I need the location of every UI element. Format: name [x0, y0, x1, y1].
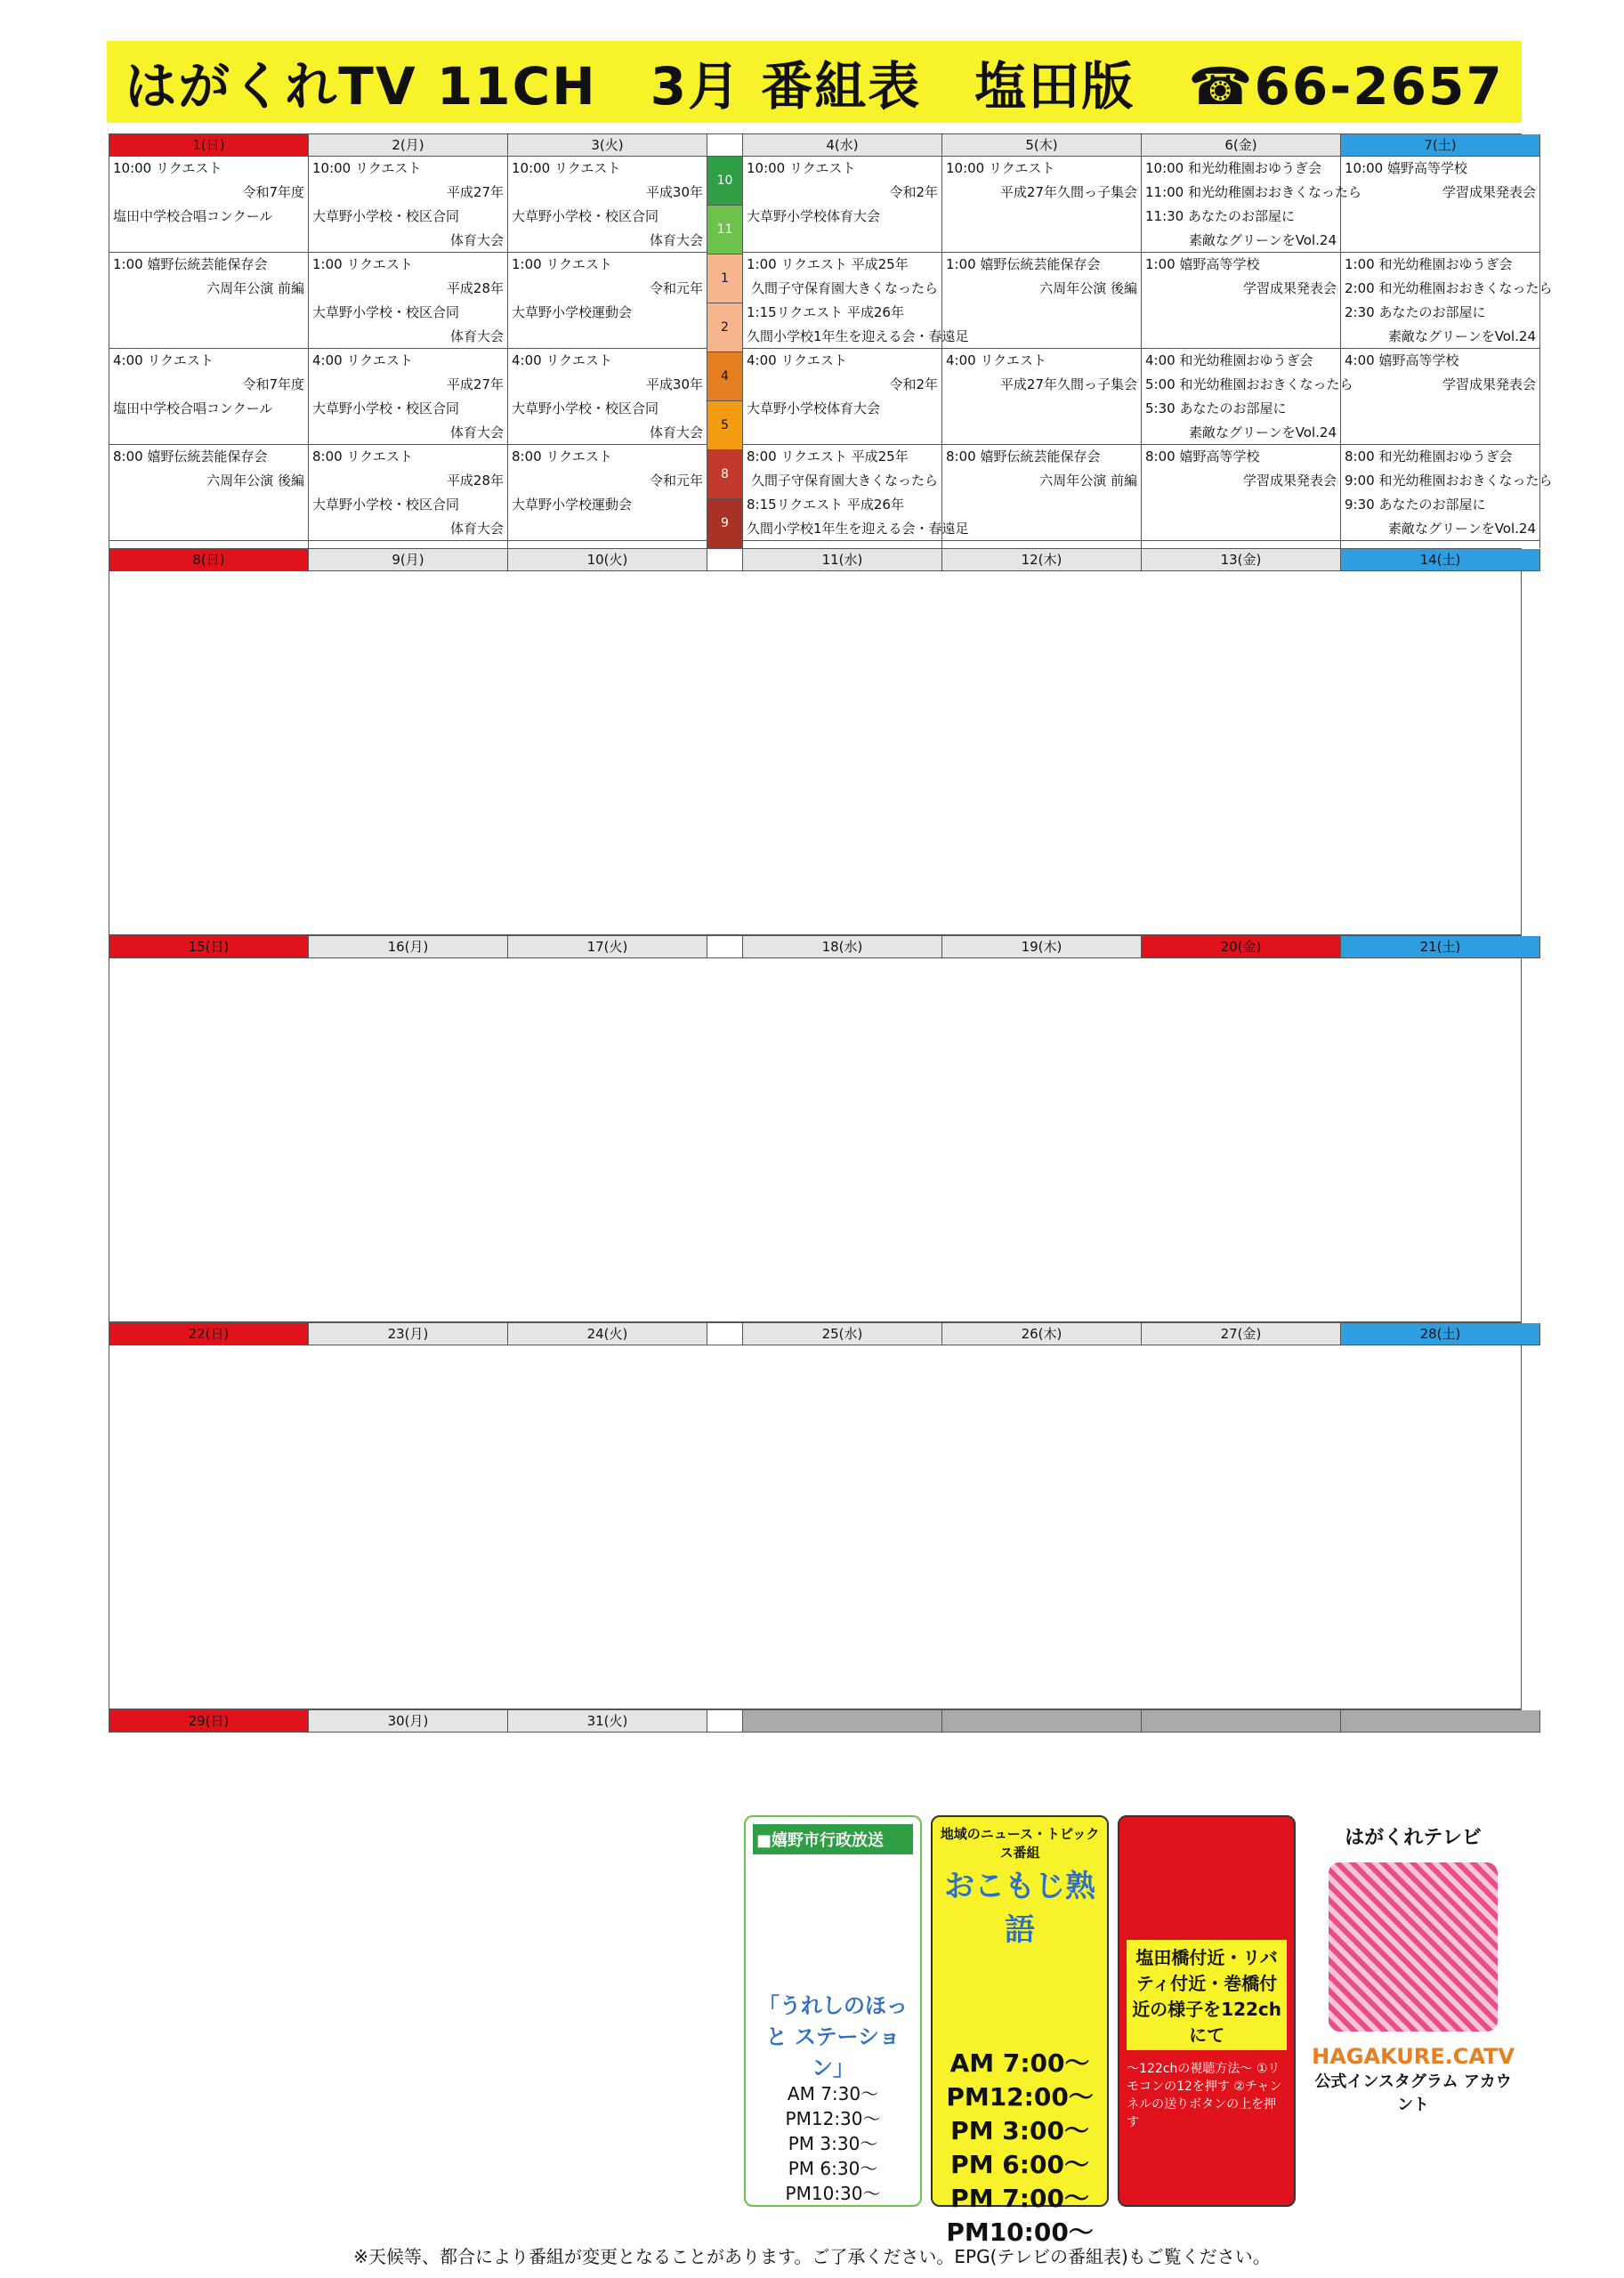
- program-line: 8:00 嬉野伝統芸能保存会: [946, 448, 1101, 464]
- program-slot: [309, 253, 507, 349]
- day-header: 22(日): [109, 1323, 309, 1345]
- program-line: 大草野小学校・校区合同: [512, 208, 659, 224]
- day-header: 19(木): [942, 936, 1142, 958]
- day-column: [1142, 157, 1361, 548]
- broadcast-time: PM 6:00〜: [950, 2150, 1089, 2179]
- program-line: 久間子守保育園大きくなったら: [750, 280, 938, 296]
- hour-column: [707, 157, 743, 548]
- day-header: 8(日): [109, 549, 309, 571]
- broadcast-time: PM12:00〜: [946, 2082, 1094, 2112]
- program-slot: [508, 445, 707, 541]
- program-line: 5:00 和光幼稚園おおきくなったら: [1145, 376, 1353, 392]
- program-line: 1:00 リクエスト: [312, 256, 413, 272]
- day-header: 21(土): [1341, 936, 1540, 958]
- program-slot: [1142, 349, 1353, 445]
- day-header: 30(月): [309, 1710, 508, 1733]
- day-header: [1341, 1710, 1540, 1733]
- program-slot: [1142, 253, 1340, 349]
- program-line: 8:00 和光幼稚園おゆうぎ会: [1345, 448, 1513, 464]
- gyosei-panel: [744, 1815, 922, 2207]
- program-line: 学習成果発表会: [1442, 184, 1536, 200]
- hour-header: [707, 936, 743, 958]
- day-header: 13(金): [1142, 549, 1341, 571]
- program-line: 塩田中学校合唱コンクール: [113, 400, 273, 416]
- hour-label: 1: [707, 254, 742, 303]
- day-header: 17(火): [508, 936, 707, 958]
- program-line: 5:30 あなたのお部屋に: [1145, 400, 1287, 416]
- program-line: 大草野小学校体育大会: [747, 208, 881, 224]
- broadcast-time: AM 7:00〜: [949, 2048, 1090, 2078]
- program-line: 大草野小学校・校区合同: [312, 208, 460, 224]
- day-header: [743, 1710, 942, 1733]
- program-line: 久間小学校1年生を迎える会・春遠足: [747, 328, 969, 344]
- week-5-header: [109, 1709, 1522, 1733]
- program-line: 体育大会: [649, 232, 703, 248]
- day-header: 4(水): [743, 134, 942, 157]
- program-line: 大草野小学校・校区合同: [312, 497, 460, 513]
- program-line: 10:00 リクエスト: [946, 160, 1055, 176]
- program-slot: [743, 157, 941, 253]
- week-2-header: [109, 548, 1522, 571]
- program-line: 8:00 嬉野高等学校: [1145, 448, 1260, 464]
- day-column: [309, 157, 508, 548]
- week-1: [109, 133, 1553, 548]
- broadcast-time: PM12:30〜: [785, 2108, 881, 2129]
- title-banner: [107, 41, 1522, 123]
- program-line: 9:00 和光幼稚園おおきくなったら: [1345, 473, 1553, 489]
- program-slot: [743, 253, 969, 349]
- program-line: 2:00 和光幼稚園おおきくなったら: [1345, 280, 1553, 296]
- hour-label: 4: [707, 352, 742, 401]
- day-column: [508, 157, 707, 548]
- program-line: 4:00 和光幼稚園おゆうぎ会: [1145, 352, 1313, 368]
- program-line: 平成27年久間っ子集会: [999, 184, 1137, 200]
- program-line: 平成30年: [645, 376, 703, 392]
- program-slot: [1341, 157, 1539, 253]
- program-line: 11:30 あなたのお部屋に: [1145, 208, 1295, 224]
- program-line: 学習成果発表会: [1242, 473, 1337, 489]
- okomoji-title: おこもじ熟語: [944, 1869, 1096, 1948]
- day-header: 6(金): [1142, 134, 1341, 157]
- program-slot: [309, 157, 507, 253]
- program-line: 久間小学校1年生を迎える会・春遠足: [747, 521, 969, 537]
- program-slot: [1341, 253, 1553, 349]
- broadcast-time: PM10:00〜: [946, 2217, 1094, 2247]
- program-line: 8:15リクエスト 平成26年: [747, 497, 904, 513]
- program-line: 8:00 嬉野伝統芸能保存会: [113, 448, 268, 464]
- hour-label: 5: [707, 401, 742, 450]
- program-line: 塩田中学校合唱コンクール: [113, 208, 273, 224]
- program-line: 大草野小学校・校区合同: [312, 304, 460, 320]
- day-header: 16(月): [309, 936, 508, 958]
- program-slot: [1142, 445, 1340, 541]
- day-header: 5(木): [942, 134, 1142, 157]
- day-header: [1142, 1710, 1341, 1733]
- week-4-header: [109, 1322, 1522, 1345]
- program-line: 1:00 リクエスト: [512, 256, 612, 272]
- program-line: 4:00 リクエスト: [512, 352, 612, 368]
- program-line: 大草野小学校運動会: [512, 304, 633, 320]
- program-line: 1:00 嬉野伝統芸能保存会: [946, 256, 1101, 272]
- broadcast-time: AM 7:30〜: [787, 2083, 879, 2104]
- program-slot: [942, 445, 1141, 541]
- hour-header: [707, 1710, 743, 1733]
- day-header: [942, 1710, 1142, 1733]
- program-line: 大草野小学校・校区合同: [312, 400, 460, 416]
- day-header: 12(木): [942, 549, 1142, 571]
- program-line: 10:00 和光幼稚園おゆうぎ会: [1145, 160, 1321, 176]
- program-slot: [508, 157, 707, 253]
- day-header: 10(火): [508, 549, 707, 571]
- program-slot: [1341, 349, 1539, 445]
- program-line: 平成27年: [446, 184, 504, 200]
- hour-header: [707, 1323, 743, 1345]
- program-slot: [1142, 157, 1361, 253]
- program-line: 体育大会: [449, 521, 504, 537]
- day-header: 26(木): [942, 1323, 1142, 1345]
- gyosei-title: 「うれしのほっと ステーション」: [758, 1993, 909, 2080]
- instagram-title: はがくれテレビ: [1345, 1827, 1482, 1849]
- live-howto: 〜122chの視聴方法〜 ①リモコンの12を押す ②チャンネルの送りボタンの上を押す: [1127, 2062, 1282, 2129]
- day-header: 11(水): [743, 549, 942, 571]
- day-header: 2(月): [309, 134, 508, 157]
- program-line: 六周年公演 後編: [1039, 280, 1137, 296]
- program-line: 1:00 和光幼稚園おゆうぎ会: [1345, 256, 1513, 272]
- day-header: 14(土): [1341, 549, 1540, 571]
- program-line: 1:00 リクエスト 平成25年: [747, 256, 909, 272]
- program-line: 令和2年: [889, 376, 938, 392]
- program-line: 11:00 和光幼稚園おおきくなったら: [1145, 184, 1361, 200]
- program-slot: [508, 253, 707, 349]
- day-header: 18(水): [743, 936, 942, 958]
- program-slot: [743, 349, 941, 445]
- day-header: 27(金): [1142, 1323, 1341, 1345]
- program-line: 令和7年度: [242, 184, 304, 200]
- program-line: 8:00 リクエスト 平成25年: [747, 448, 909, 464]
- day-header: 1(日): [109, 134, 309, 157]
- program-slot: [508, 349, 707, 445]
- program-slot: [1341, 445, 1553, 541]
- hour-label: 9: [707, 499, 742, 548]
- week-3-header: [109, 935, 1522, 958]
- program-line: 大草野小学校体育大会: [747, 400, 881, 416]
- gyosei-tag: ■嬉野市行政放送: [753, 1824, 913, 1854]
- program-line: 平成28年: [446, 280, 504, 296]
- day-header: 23(月): [309, 1323, 508, 1345]
- program-slot: [942, 253, 1141, 349]
- program-line: 令和2年: [889, 184, 938, 200]
- day-header: 28(土): [1341, 1323, 1540, 1345]
- program-line: 令和7年度: [242, 376, 304, 392]
- live-camera-panel: [1118, 1815, 1296, 2207]
- program-line: 4:00 リクエスト: [946, 352, 1046, 368]
- program-line: 10:00 リクエスト: [747, 160, 856, 176]
- program-line: 平成30年: [645, 184, 703, 200]
- program-line: 4:00 リクエスト: [113, 352, 214, 368]
- program-slot: [109, 157, 308, 253]
- program-slot: [109, 253, 308, 349]
- program-line: 10:00 嬉野高等学校: [1345, 160, 1467, 176]
- qr-code-icon[interactable]: [1329, 1862, 1498, 2032]
- day-header: 15(日): [109, 936, 309, 958]
- program-line: 久間子守保育園大きくなったら: [750, 473, 938, 489]
- day-header: 25(水): [743, 1323, 942, 1345]
- broadcast-time: PM 7:00〜: [950, 2184, 1089, 2213]
- footer-note: ※天候等、都合により番組が変更となることがあります。ご了承ください。EPG(テレビの番組表)もご覧ください。: [353, 2246, 1271, 2267]
- program-line: 素敵なグリーンをVol.24: [1189, 424, 1337, 440]
- program-slot: [743, 445, 969, 541]
- day-column: [109, 157, 309, 548]
- program-line: 素敵なグリーンをVol.24: [1388, 521, 1536, 537]
- program-line: 素敵なグリーンをVol.24: [1189, 232, 1337, 248]
- week-3-body: [109, 958, 1522, 1322]
- hour-label: 2: [707, 303, 742, 352]
- program-line: 大草野小学校運動会: [512, 497, 633, 513]
- program-slot: [942, 157, 1141, 253]
- week-2-body: [109, 571, 1522, 935]
- program-line: 六周年公演 前編: [1039, 473, 1137, 489]
- program-line: 体育大会: [449, 328, 504, 344]
- program-line: 学習成果発表会: [1242, 280, 1337, 296]
- program-line: 六周年公演 後編: [206, 473, 304, 489]
- page-title: はがくれTV 11CH 3月 番組表 塩田版 ☎66-2657: [125, 56, 1504, 117]
- hour-label: 11: [707, 206, 742, 254]
- program-line: 大草野小学校・校区合同: [512, 400, 659, 416]
- program-line: 1:00 嬉野伝統芸能保存会: [113, 256, 268, 272]
- program-slot: [942, 349, 1141, 445]
- broadcast-time: PM 6:30〜: [788, 2158, 878, 2179]
- program-line: 10:00 リクエスト: [512, 160, 621, 176]
- day-header: 31(火): [508, 1710, 707, 1733]
- day-header: 29(日): [109, 1710, 309, 1733]
- program-line: 9:30 あなたのお部屋に: [1345, 497, 1486, 513]
- program-line: 平成28年: [446, 473, 504, 489]
- hour-header: [707, 549, 743, 571]
- day-header: 24(火): [508, 1323, 707, 1345]
- program-line: 平成27年: [446, 376, 504, 392]
- program-slot: [109, 445, 308, 541]
- hour-label: 10: [707, 157, 742, 206]
- program-line: 2:30 あなたのお部屋に: [1345, 304, 1486, 320]
- program-line: 素敵なグリーンをVol.24: [1388, 328, 1536, 344]
- day-column: [1341, 157, 1553, 548]
- program-line: 令和元年: [649, 473, 703, 489]
- broadcast-time: PM10:30〜: [785, 2183, 881, 2204]
- program-line: 学習成果発表会: [1442, 376, 1536, 392]
- program-slot: [309, 445, 507, 541]
- day-header: 7(土): [1341, 134, 1540, 157]
- day-header: 3(火): [508, 134, 707, 157]
- hour-header: [707, 134, 743, 157]
- instagram-panel: [1305, 1815, 1522, 2207]
- broadcast-time: PM 3:30〜: [788, 2133, 878, 2154]
- program-line: 令和元年: [649, 280, 703, 296]
- program-line: 4:00 リクエスト: [747, 352, 847, 368]
- program-line: 4:00 嬉野高等学校: [1345, 352, 1459, 368]
- program-line: 体育大会: [649, 424, 703, 440]
- program-line: 1:15リクエスト 平成26年: [747, 304, 904, 320]
- day-column: [743, 157, 969, 548]
- day-header: 20(金): [1142, 936, 1341, 958]
- program-line: 4:00 リクエスト: [312, 352, 413, 368]
- program-slot: [109, 349, 308, 445]
- program-line: 8:00 リクエスト: [312, 448, 413, 464]
- program-line: 平成27年久間っ子集会: [999, 376, 1137, 392]
- program-line: 六周年公演 前編: [206, 280, 304, 296]
- program-line: 10:00 リクエスト: [312, 160, 422, 176]
- program-slot: [309, 349, 507, 445]
- program-line: 8:00 リクエスト: [512, 448, 612, 464]
- live-camera-box: 塩田橋付近・リバティ付近・巻橋付近の様子を122chにて: [1127, 1940, 1287, 2050]
- schedule-grid: [109, 133, 1553, 1733]
- program-line: 10:00 リクエスト: [113, 160, 222, 176]
- gyosei-times: [753, 2081, 913, 2206]
- week-4-body: [109, 1345, 1522, 1709]
- instagram-url: HAGAKURE.CATV: [1312, 2044, 1515, 2069]
- day-column: [942, 157, 1142, 548]
- hour-label: 8: [707, 450, 742, 499]
- okomoji-sub: 地域のニュース・トピックス番組: [940, 1826, 1100, 1861]
- day-header: 9(月): [309, 549, 508, 571]
- okomoji-times: [940, 2047, 1100, 2250]
- promo-panels: [744, 1815, 1522, 2247]
- broadcast-time: PM 3:00〜: [950, 2116, 1089, 2145]
- program-line: 1:00 嬉野高等学校: [1145, 256, 1260, 272]
- program-line: 体育大会: [449, 232, 504, 248]
- program-line: 体育大会: [449, 424, 504, 440]
- instagram-label: 公式インスタグラム アカウント: [1314, 2072, 1512, 2114]
- okomoji-panel: [931, 1815, 1109, 2247]
